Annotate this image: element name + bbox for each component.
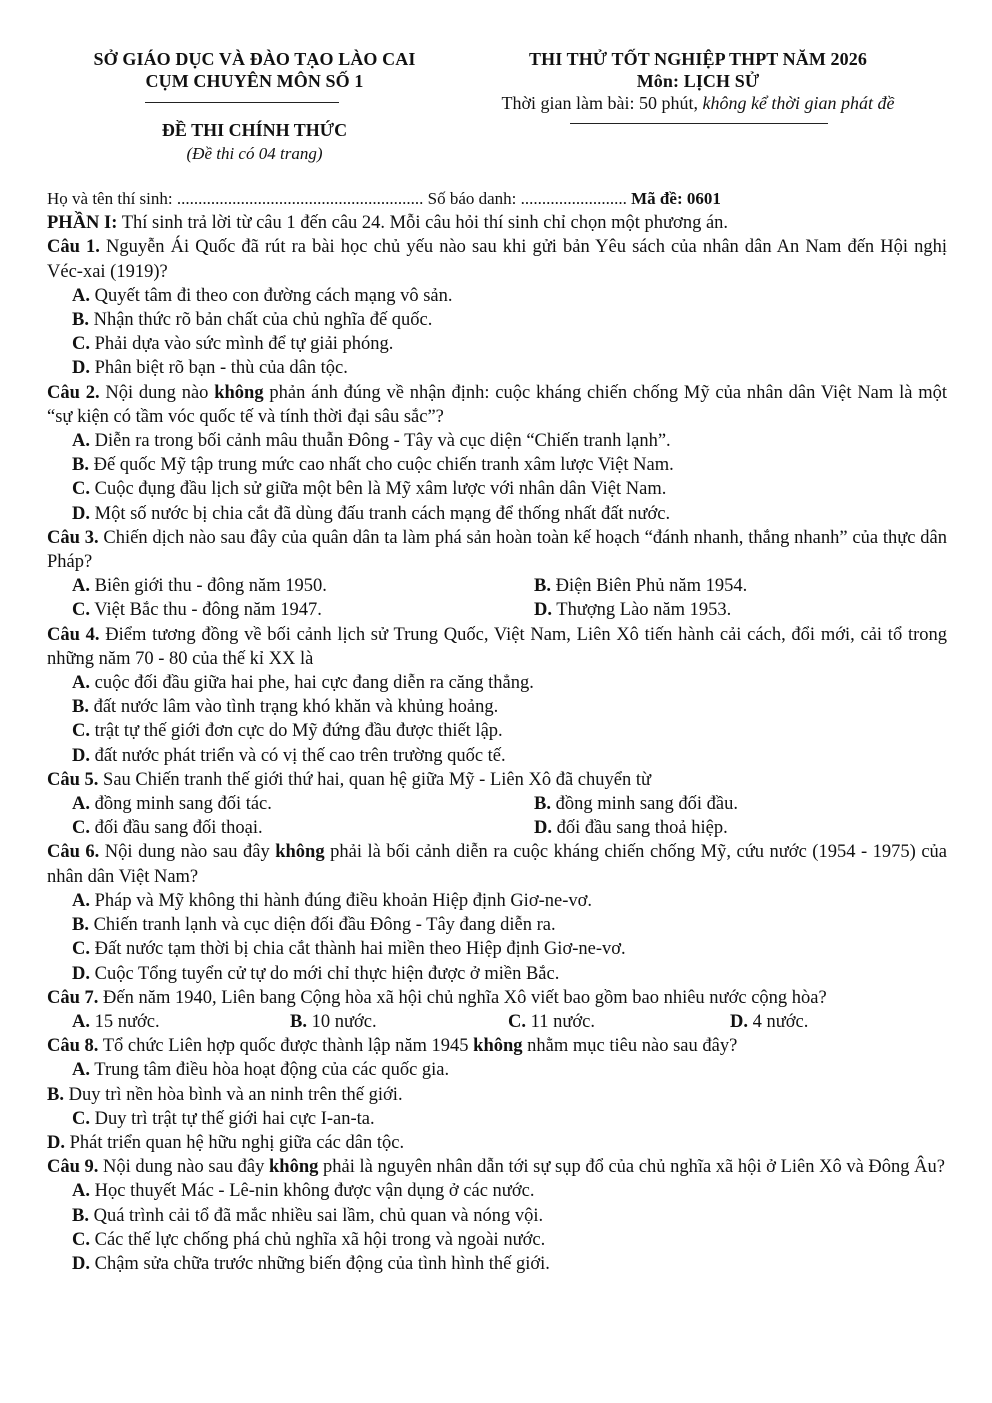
question-2-option-a (47, 429, 947, 453)
option-text: cuộc đối đầu giữa hai phe, hai cực đang diễn ra căng thẳng. (94, 673, 534, 694)
question-3-option-a (47, 574, 534, 598)
subject-label: Môn: LỊCH SỬ (636, 71, 760, 91)
cluster-name: CỤM CHUYÊN MÔN SỐ 1 (145, 71, 364, 91)
option-text: Cuộc đụng đầu lịch sử giữa một bên là Mỹ xâm lược với nhân dân Việt Nam. (94, 479, 667, 500)
part-label: PHẦN I: (47, 213, 118, 234)
option-text: Nhận thức rõ bản chất của chủ nghĩa đế quốc. (93, 310, 433, 331)
option-label: D. (72, 963, 90, 984)
option-text: đất nước phát triển và có vị thế cao trên trường quốc tế. (94, 745, 506, 766)
option-text: Thượng Lào năm 1953. (556, 600, 732, 621)
question-text: Sau Chiến tranh thế giới thứ hai, quan hệ giữa Mỹ - Liên Xô đã chuyển từ (98, 769, 652, 790)
question-5-option-d (534, 816, 728, 840)
option-text: Duy trì trật tự thế giới hai cực I-an-ta. (94, 1108, 375, 1129)
exam-code-value: : 0601 (676, 189, 721, 208)
option-label: D. (72, 358, 90, 379)
option-label: A. (72, 1011, 90, 1032)
option-text: trật tự thế giới đơn cực do Mỹ đứng đầu được thiết lập. (94, 721, 503, 742)
question-9-stem (47, 1155, 947, 1179)
option-label: C. (72, 1108, 90, 1129)
option-text: 10 nước. (311, 1011, 377, 1032)
question-2-stem (47, 381, 947, 429)
option-label: B. (72, 915, 89, 936)
question-number: Câu 9. (47, 1157, 99, 1178)
option-label: C. (72, 721, 90, 742)
question-7-stem (47, 986, 947, 1010)
option-text: đối đầu sang thoả hiệp. (556, 818, 728, 839)
question-6-stem (47, 840, 947, 888)
question-4-option-a (47, 671, 947, 695)
question-8-option-c (47, 1107, 947, 1131)
question-text: Nguyễn Ái Quốc đã rút ra bài học chủ yếu nào sau khi gửi bản Yêu sách của nhân dân An Nam đến Hội nghị Véc-xai (1919)? (47, 237, 947, 282)
question-6-option-d (47, 962, 947, 986)
question-text: phải là bối cảnh diễn ra cuộc kháng chiến chống Mỹ, cứu nước (1954 - 1975) của nhân dân Việt Nam? (47, 842, 947, 887)
question-number: Câu 8. (47, 1036, 99, 1057)
option-label: D. (730, 1011, 748, 1032)
option-label: B. (72, 455, 89, 476)
option-text: đất nước lâm vào tình trạng khó khăn và khủng hoảng. (93, 697, 499, 718)
option-text: Phải dựa vào sức mình để tự giải phóng. (94, 334, 394, 355)
option-text: Điện Biên Phủ năm 1954. (555, 576, 748, 597)
question-1-option-d (47, 356, 947, 380)
option-text: Một số nước bị chia cắt đã dùng đấu tranh cách mạng để thống nhất đất nước. (94, 503, 671, 524)
question-emphasis: không (269, 1157, 319, 1178)
question-2-option-d (47, 502, 947, 526)
option-label: A. (72, 1060, 90, 1081)
option-label: C. (72, 818, 90, 839)
option-text: Duy trì nền hòa bình và an ninh trên thế giới. (68, 1084, 403, 1105)
candidate-number-label: Số báo danh: (423, 189, 521, 208)
option-text: Trung tâm điều hòa hoạt động của các quốc gia. (94, 1060, 450, 1081)
question-2-option-c (47, 477, 947, 501)
option-label: A. (72, 431, 90, 452)
question-6-option-c (47, 937, 947, 961)
candidate-number-field: ......................... (520, 189, 627, 208)
question-number: Câu 3. (47, 527, 99, 548)
question-6-option-a (47, 889, 947, 913)
option-label: A. (72, 794, 90, 815)
option-text: Phát triển quan hệ hữu nghị giữa các dân tộc. (69, 1132, 405, 1153)
option-label: D. (72, 745, 90, 766)
question-7-option-d (730, 1010, 808, 1034)
question-text: Nội dung nào sau đây (98, 1157, 269, 1178)
question-1-option-b (47, 308, 947, 332)
time-allowed (468, 92, 928, 114)
option-label: D. (534, 818, 552, 839)
option-text: Pháp và Mỹ không thi hành đúng điều khoản Hiệp định Giơ-ne-vơ. (94, 890, 593, 911)
option-label: D. (72, 1253, 90, 1274)
question-5-options-row-2 (47, 816, 947, 840)
question-3-stem (47, 526, 947, 574)
question-text: phản ánh đúng về nhận định: cuộc kháng chiến chống Mỹ của nhân dân Việt Nam là một “sự kiện có tầm vóc quốc tế và tính thời đại sâu sắc”? (47, 382, 948, 427)
question-text: Nội dung nào (99, 382, 215, 403)
question-4-stem (47, 623, 947, 671)
option-text: Chiến tranh lạnh và cục diện đối đầu Đông - Tây đang diễn ra. (93, 915, 556, 936)
header-left (62, 48, 447, 92)
question-3-option-d (534, 598, 731, 622)
option-label: B. (290, 1011, 307, 1032)
option-text: Đế quốc Mỹ tập trung mức cao nhất cho cuộc chiến tranh xâm lược Việt Nam. (93, 455, 674, 476)
option-text: Quyết tâm đi theo con đường cách mạng vô sản. (94, 285, 453, 306)
question-emphasis: không (214, 382, 264, 403)
question-9-option-c (47, 1228, 947, 1252)
exam-code-label: Mã đề (626, 189, 677, 208)
option-label: A. (72, 1181, 90, 1202)
question-text: phải là nguyên nhân dẫn tới sự sụp đổ của chủ nghĩa xã hội ở Liên Xô và Đông Âu? (318, 1157, 945, 1178)
question-5-stem (47, 768, 947, 792)
question-text: Nội dung nào sau đây (99, 842, 276, 863)
option-text: Biên giới thu - đông năm 1950. (94, 576, 327, 597)
question-9-option-a (47, 1179, 947, 1203)
option-text: 4 nước. (752, 1011, 809, 1032)
option-label: A. (72, 673, 90, 694)
question-5-option-b (534, 792, 738, 816)
exam-title: THI THỬ TỐT NGHIỆP THPT NĂM 2026 (529, 49, 867, 69)
option-label: D. (534, 600, 552, 621)
option-label: B. (47, 1084, 64, 1105)
question-number: Câu 2. (47, 382, 100, 403)
candidate-name-label: Họ và tên thí sinh: (47, 189, 177, 208)
option-text: đồng minh sang đối đầu. (555, 794, 739, 815)
question-text: Chiến dịch nào sau đây của quân dân ta làm phá sản hoàn toàn kế hoạch “đánh nhanh, thắng nhanh” của thực dân Pháp? (47, 527, 947, 573)
exam-body (47, 187, 947, 1276)
header-right (468, 48, 928, 114)
option-label: A. (72, 576, 90, 597)
part-instructions (47, 211, 947, 235)
part-text: Thí sinh trả lời từ câu 1 đến câu 24. Mỗi câu hỏi thí sinh chỉ chọn một phương án. (117, 213, 729, 234)
option-text: Việt Bắc thu - đông năm 1947. (94, 600, 322, 621)
question-number: Câu 5. (47, 769, 99, 790)
option-label: B. (72, 697, 89, 718)
option-text: Chậm sửa chữa trước những biến động của tình hình thế giới. (94, 1253, 550, 1274)
question-7-options (47, 1010, 947, 1034)
option-label: A. (72, 890, 90, 911)
candidate-info-line (47, 187, 947, 211)
question-7-option-b (290, 1010, 508, 1034)
question-5-option-a (47, 792, 534, 816)
question-3-option-c (47, 598, 534, 622)
option-text: Phân biệt rõ bạn - thù của dân tộc. (94, 358, 348, 379)
option-text: 11 nước. (530, 1011, 595, 1032)
question-8-stem (47, 1034, 947, 1058)
header-right-divider (570, 123, 828, 124)
option-text: Quá trình cải tổ đã mắc nhiều sai lầm, chủ quan và nóng vội. (93, 1205, 544, 1226)
question-2-option-b (47, 453, 947, 477)
option-label: D. (72, 503, 90, 524)
option-label: B. (534, 576, 551, 597)
question-text: Tổ chức Liên hợp quốc được thành lập năm 1945 (98, 1036, 474, 1057)
option-label: C. (72, 600, 90, 621)
question-5-option-c (47, 816, 534, 840)
option-label: C. (72, 939, 90, 960)
question-7-option-c (508, 1010, 730, 1034)
question-5-options-row-1 (47, 792, 947, 816)
option-label: B. (534, 794, 551, 815)
option-label: C. (508, 1011, 526, 1032)
option-text: Đất nước tạm thời bị chia cắt thành hai miền theo Hiệp định Giơ-ne-vơ. (94, 939, 626, 960)
candidate-name-field: .......................................................... (176, 189, 424, 208)
time-allowed-note: không kể thời gian phát đề (702, 93, 895, 113)
question-4-option-d (47, 744, 947, 768)
question-1-option-a (47, 284, 947, 308)
option-label: C. (72, 334, 90, 355)
option-text: 15 nước. (94, 1011, 160, 1032)
option-text: đồng minh sang đối tác. (94, 794, 272, 815)
question-6-option-b (47, 913, 947, 937)
option-label: D. (47, 1132, 65, 1153)
option-label: A. (72, 285, 90, 306)
question-number: Câu 7. (47, 987, 99, 1008)
question-number: Câu 1. (47, 237, 100, 258)
question-1-stem (47, 235, 947, 283)
question-3-options-row-2 (47, 598, 947, 622)
question-1-option-c (47, 332, 947, 356)
question-emphasis: không (473, 1036, 523, 1057)
question-number: Câu 4. (47, 624, 100, 645)
page-count-note: (Đề thi có 04 trang) (186, 144, 323, 163)
header-left-divider (145, 102, 339, 103)
question-3-option-b (534, 574, 747, 598)
question-9-option-b (47, 1204, 947, 1228)
question-text: nhằm mục tiêu nào sau đây? (522, 1036, 738, 1057)
option-text: đối đầu sang đối thoại. (94, 818, 263, 839)
question-text: Đến năm 1940, Liên bang Cộng hòa xã hội chủ nghĩa Xô viết bao gồm bao nhiêu nước cộng hòa? (98, 987, 827, 1008)
question-8-option-b (47, 1083, 947, 1107)
official-exam-label: ĐỀ THI CHÍNH THỨC (161, 120, 348, 140)
question-text: Điểm tương đồng về bối cảnh lịch sử Trung Quốc, Việt Nam, Liên Xô tiến hành cải cách, đổi mới, cải tổ trong những năm 70 - 80 của thế kỉ XX là (47, 624, 947, 669)
question-number: Câu 6. (47, 842, 100, 863)
question-8-option-d (47, 1131, 947, 1155)
option-label: C. (72, 479, 90, 500)
option-label: C. (72, 1229, 90, 1250)
option-text: Diễn ra trong bối cảnh mâu thuẫn Đông - Tây và cục diện “Chiến tranh lạnh”. (94, 431, 671, 452)
option-text: Học thuyết Mác - Lê-nin không được vận dụng ở các nước. (94, 1181, 535, 1202)
department-name: SỞ GIÁO DỤC VÀ ĐÀO TẠO LÀO CAI (93, 49, 416, 69)
option-text: Cuộc Tổng tuyển cử tự do mới chỉ thực hiện được ở miền Bắc. (94, 963, 560, 984)
question-8-option-a (47, 1058, 947, 1082)
option-text: Các thế lực chống phá chủ nghĩa xã hội trong và ngoài nước. (94, 1229, 546, 1250)
question-7-option-a (72, 1010, 290, 1034)
question-9-option-d (47, 1252, 947, 1276)
question-emphasis: không (275, 842, 325, 863)
option-label: B. (72, 1205, 89, 1226)
question-4-option-b (47, 695, 947, 719)
time-allowed-text: Thời gian làm bài: 50 phút, (501, 93, 703, 113)
question-3-options-row-1 (47, 574, 947, 598)
option-label: B. (72, 310, 89, 331)
question-4-option-c (47, 719, 947, 743)
